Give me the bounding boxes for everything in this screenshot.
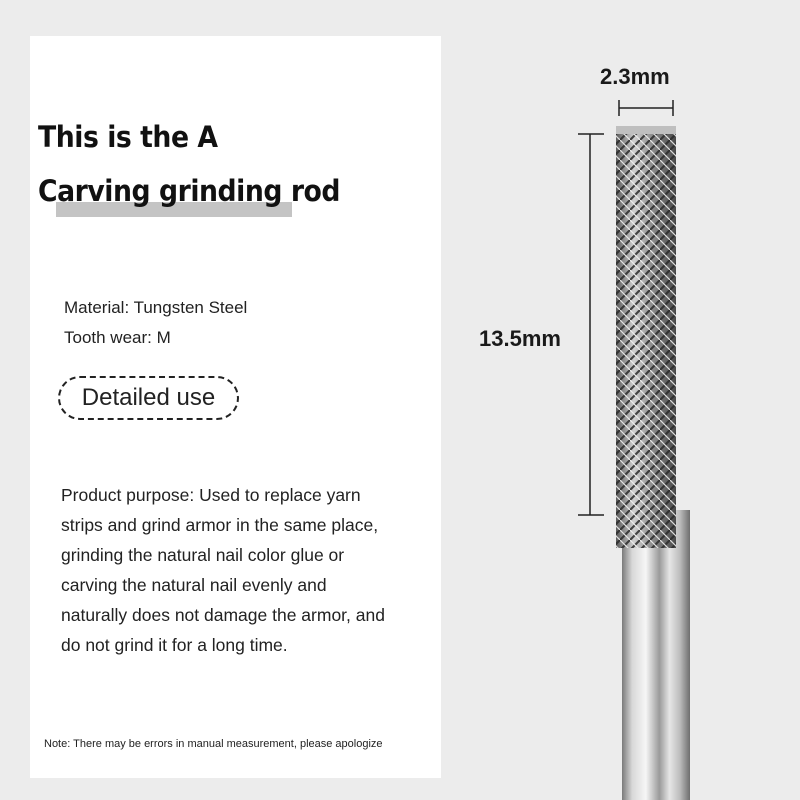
detailed-use-badge: [58, 376, 239, 420]
measurement-note: Note: There may be errors in manual measurement, please apologize: [44, 738, 383, 750]
length-dimension-marker: [578, 134, 604, 515]
detailed-use-label: Detailed use: [81, 384, 216, 411]
title-line-2: Carving grinding rod: [38, 174, 341, 208]
width-dimension-marker: [619, 100, 673, 116]
width-dimension-label: 2.3mm: [600, 64, 670, 89]
product-purpose-text: Product purpose: Used to replace yarn strips and grind armor in the same place, grinding the natural nail color glue or carving the natural nail evenly and naturally does not damage the armor, and do not grind it for a long time.: [61, 485, 385, 655]
title-line-1: This is the A: [38, 120, 218, 154]
spec-material: Material: Tungsten Steel: [64, 298, 248, 317]
info-card: [30, 36, 441, 778]
drill-bit-icon: [560, 90, 700, 800]
spec-tooth-wear: Tooth wear: M: [64, 328, 171, 347]
drill-bit-shank: [622, 510, 690, 800]
length-dimension-label: 13.5mm: [479, 326, 561, 351]
